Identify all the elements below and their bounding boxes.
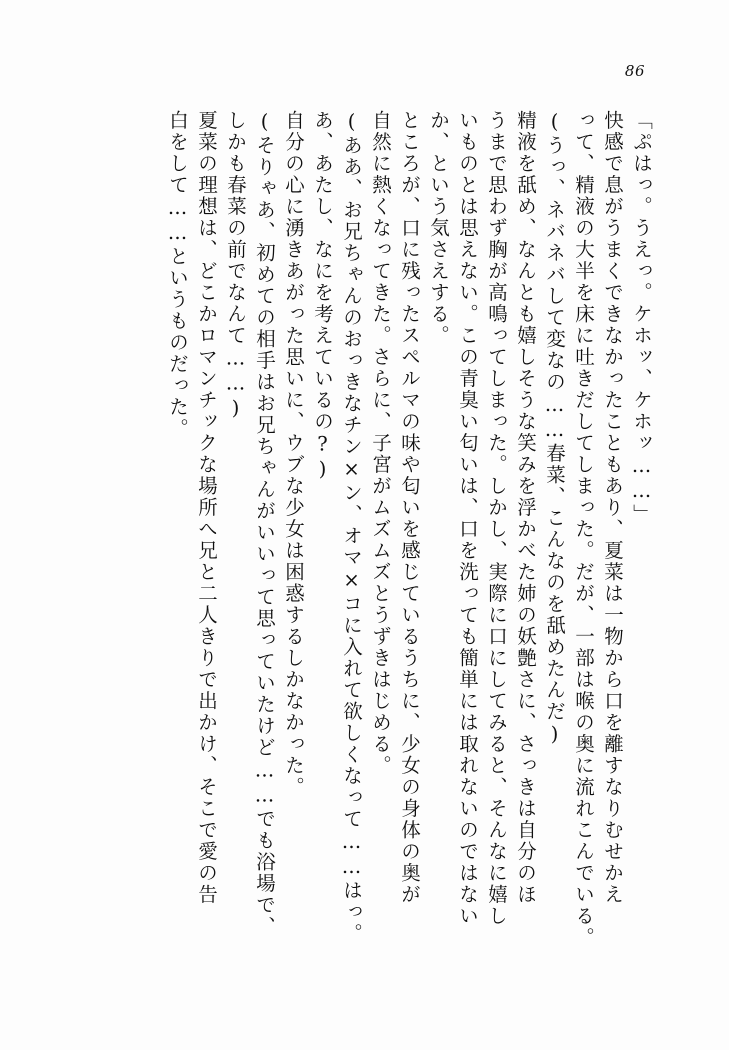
text-line: ところが、口に残ったスペルマの味や匂いを感じているうちに、少女の身体の奥が <box>398 110 421 906</box>
text-line: あ、あたし、なにを考えているの?) <box>311 110 334 483</box>
text-line: か、という気さえする。 <box>427 110 450 347</box>
text-line: 自分の心に湧きあがった思いに、ウブな少女は困惑するしかなかった。 <box>282 110 305 798</box>
text-line: しかも春菜の前でなんて……) <box>224 110 247 422</box>
text-line: 快感で息がうまくできなかったこともあり、夏菜は一物から口を離すなりむせかえ <box>601 110 624 906</box>
vertical-text-body <box>78 110 651 970</box>
text-line: 夏菜の理想は、どこかロマンチックな場所へ兄と二人きりで出かけ、そこで愛の告 <box>195 110 218 906</box>
text-line: 白をして……というものだった。 <box>166 110 189 440</box>
text-line: 精液を舐め、なんとも嬉しそうな笑みを浮かべた姉の妖艶さに、さっきは自分のほ <box>514 110 537 906</box>
text-line: って、精液の大半を床に吐きだしてしまった。だが、一部は喉の奥に流れこんでいる。 <box>572 110 595 949</box>
text-line: 「ぷはっ。うえっ。ケホッ、ケホッ……」 <box>630 110 653 526</box>
text-line: いものとは思えない。この青臭い匂いは、口を洗っても簡単には取れないのではない <box>456 110 479 927</box>
text-line: (ああ、お兄ちゃんのおっきなチン×ン、オマ×コに入れて欲しくなって……はっ。 <box>340 110 363 945</box>
text-line: (そりゃあ、初めての相手はお兄ちゃんがいいって思っていたけど……でも浴場で、 <box>253 110 276 938</box>
text-line: (うっ、ネバネバして変なの……春菜、こんなのを舐めたんだ) <box>543 110 566 748</box>
text-line: うまで思わず胸が高鳴ってしまった。しかし、実際に口にしてみると、そんなに嬉し <box>485 110 508 927</box>
page-number: 86 <box>624 62 645 80</box>
text-line: 自然に熱くなってきた。さらに、子宮がムズムズとうずきはじめる。 <box>369 110 392 777</box>
